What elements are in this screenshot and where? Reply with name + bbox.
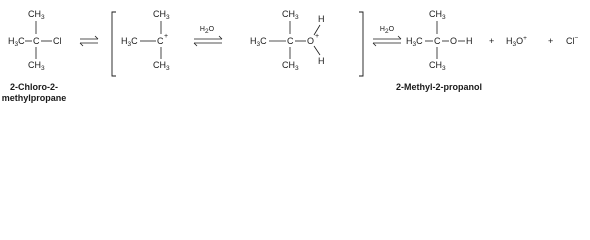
equilibrium-arrow-3 [373, 26, 401, 46]
oxonium-bottom-methyl: $CH_3$ [282, 60, 299, 72]
oxonium-central-carbon: C [287, 36, 294, 46]
carbocation-bottom-methyl: $CH_3$ [153, 60, 170, 72]
reaction-scheme-svg [0, 0, 590, 109]
plus-sign-2: + [548, 36, 554, 46]
reactant-name-line1: 2-Chloro-2- [10, 82, 58, 92]
product-hydrogen: H [466, 36, 473, 46]
bracket-left [112, 12, 116, 76]
oxonium-left-methyl: $H_3C$ [250, 36, 267, 48]
intermediate-bracket [112, 12, 363, 76]
oxonium-h-bottom: H [318, 56, 325, 66]
product-top-methyl: $CH_3$ [429, 9, 446, 21]
reactant-central-carbon: C [33, 36, 40, 46]
carbocation-structure [121, 9, 170, 72]
reactant-left-methyl: $H_3C$ [8, 36, 25, 48]
product-left-methyl: $H_3C$ [406, 36, 423, 48]
bracket-right [359, 12, 363, 76]
carbocation-charge: + [164, 33, 169, 40]
product-structure [406, 9, 473, 72]
carbocation-top-methyl: $CH_3$ [153, 9, 170, 21]
reactant-top-methyl: $CH_3$ [28, 9, 45, 21]
plus-sign-1: + [489, 36, 495, 46]
carbocation-central-carbon: C [157, 36, 164, 46]
reactant-structure [8, 9, 62, 72]
product-oxygen: O [450, 36, 458, 46]
oxonium-bond-oh-bottom [314, 46, 320, 55]
oxonium-h-top: H [318, 14, 325, 24]
oxonium-charge: + [315, 33, 320, 40]
product-name: 2-Methyl-2-propanol [395, 82, 483, 92]
equilibrium-arrow-2 [194, 26, 222, 46]
oxonium-top-methyl: $CH_3$ [282, 9, 299, 21]
oxonium-structure [250, 9, 325, 72]
carbocation-left-methyl: $H_3C$ [121, 36, 138, 48]
arrow-3-reagent: H2O [379, 26, 395, 35]
chloride-ion: Cl− [566, 35, 579, 46]
reactant-bottom-methyl: $CH_3$ [28, 60, 45, 72]
arrow-2-reagent: H2O [199, 26, 215, 35]
reactant-name-line2: methylpropane [1, 93, 67, 103]
product-central-carbon: C [434, 36, 441, 46]
product-bottom-methyl: $CH_3$ [429, 60, 446, 72]
reaction-scheme [0, 0, 590, 109]
hydronium-ion: $H_3O^+$ [506, 35, 527, 48]
reactant-chlorine: Cl [53, 36, 62, 46]
equilibrium-arrow-1 [80, 36, 98, 46]
oxonium-oxygen: O [307, 36, 315, 46]
